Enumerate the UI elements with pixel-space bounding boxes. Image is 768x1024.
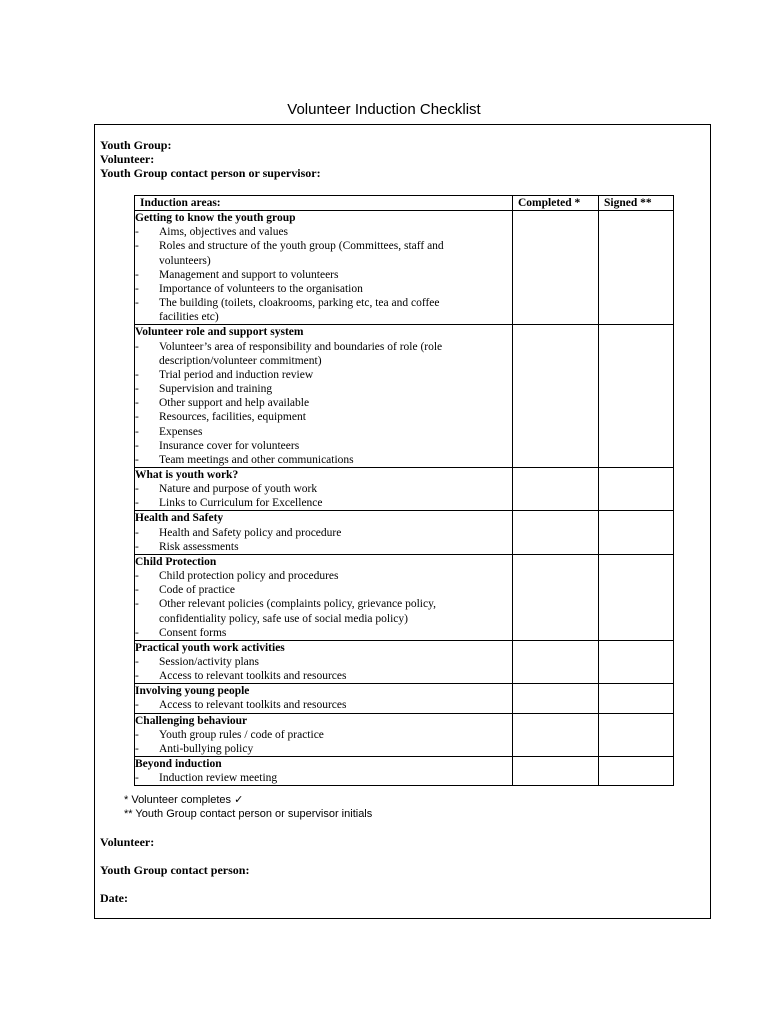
- list-item-text: Supervision and training: [159, 383, 273, 396]
- list-item-text: Child protection policy and procedures: [159, 570, 339, 583]
- checklist-body: [135, 211, 674, 786]
- signed-cell[interactable]: [599, 640, 674, 683]
- info-block: [100, 138, 321, 180]
- header-completed: Completed *: [513, 196, 599, 211]
- completed-cell[interactable]: [513, 325, 599, 468]
- footnote-signed: ** Youth Group contact person or supervisor initials: [124, 808, 373, 820]
- bullet-dash: -: [135, 526, 139, 539]
- list-item: [135, 282, 512, 296]
- list-item: [135, 439, 512, 453]
- list-item-text: Code of practice: [159, 584, 235, 597]
- induction-area-cell: [135, 640, 513, 683]
- bullet-dash: -: [135, 670, 139, 683]
- list-item-text: Risk assessments: [159, 540, 239, 553]
- table-row: [135, 713, 674, 756]
- list-item-text: description/volunteer commitment): [159, 354, 322, 367]
- list-item-text: volunteers): [159, 254, 211, 267]
- completed-cell[interactable]: [513, 467, 599, 510]
- completed-cell[interactable]: [513, 554, 599, 640]
- section-heading: Challenging behaviour: [135, 714, 248, 727]
- completed-cell[interactable]: [513, 511, 599, 554]
- bullet-dash: -: [135, 453, 139, 466]
- list-item-text: Insurance cover for volunteers: [159, 439, 300, 452]
- induction-area-cell: [135, 325, 513, 468]
- list-item: [135, 396, 512, 410]
- induction-area-cell: [135, 211, 513, 325]
- induction-area-cell: [135, 511, 513, 554]
- bullet-dash: -: [135, 368, 139, 381]
- induction-area-cell: [135, 757, 513, 786]
- bullet-dash: -: [135, 226, 139, 239]
- list-item: [135, 239, 512, 267]
- completed-cell[interactable]: [513, 211, 599, 325]
- list-item: [135, 626, 512, 640]
- table-row: [135, 467, 674, 510]
- list-item-text: confidentiality policy, safe use of social media policy): [159, 612, 408, 625]
- section-heading: Involving young people: [135, 685, 250, 698]
- table-row: [135, 511, 674, 554]
- bullet-dash: -: [135, 383, 139, 396]
- list-item: [135, 655, 512, 669]
- bullet-dash: -: [135, 742, 139, 755]
- bullet-dash: -: [135, 397, 139, 410]
- bullet-dash: -: [135, 282, 139, 295]
- bullet-dash: -: [135, 598, 139, 611]
- bullet-dash: -: [135, 540, 139, 553]
- header-induction-areas: Induction areas:: [135, 196, 513, 211]
- table-row: [135, 757, 674, 786]
- table-row: [135, 211, 674, 325]
- completed-cell[interactable]: [513, 684, 599, 713]
- signoff-contact-label: Youth Group contact person:: [100, 863, 250, 877]
- list-item-text: Health and Safety policy and procedure: [159, 526, 342, 539]
- list-item-text: The building (toilets, cloakrooms, parking etc, tea and coffee: [159, 297, 440, 310]
- completed-cell[interactable]: [513, 713, 599, 756]
- list-item-text: Session/activity plans: [159, 656, 259, 668]
- signed-cell[interactable]: [599, 713, 674, 756]
- table-row: [135, 640, 674, 683]
- bullet-dash: -: [135, 340, 139, 353]
- table-header-row: [135, 196, 674, 211]
- list-item: [135, 569, 512, 583]
- list-item: [135, 742, 512, 756]
- list-item: [135, 496, 512, 510]
- signoff-date-label: Date:: [100, 891, 128, 905]
- list-item-text: Nature and purpose of youth work: [159, 483, 318, 496]
- signed-cell[interactable]: [599, 467, 674, 510]
- signoff-volunteer-label: Volunteer:: [100, 835, 155, 849]
- signed-cell[interactable]: [599, 554, 674, 640]
- bullet-dash: -: [135, 497, 139, 510]
- list-item-text: Volunteer’s area of responsibility and boundaries of role (role: [159, 340, 443, 353]
- induction-area-cell: [135, 684, 513, 713]
- contact-label: Youth Group contact person or supervisor:: [100, 166, 321, 180]
- section-heading: Health and Safety: [135, 512, 224, 525]
- signed-cell[interactable]: [599, 684, 674, 713]
- list-item: [135, 425, 512, 439]
- induction-area-cell: [135, 713, 513, 756]
- list-item: [135, 728, 512, 742]
- table-row: [135, 554, 674, 640]
- list-item-text: Links to Curriculum for Excellence: [159, 497, 323, 510]
- bullet-dash: -: [135, 656, 139, 668]
- bullet-dash: -: [135, 772, 139, 785]
- bullet-dash: -: [135, 626, 139, 639]
- list-item: [135, 597, 512, 625]
- section-heading: Child Protection: [135, 555, 217, 568]
- list-item: [135, 296, 512, 324]
- bullet-dash: -: [135, 728, 139, 741]
- list-item-text: facilities etc): [159, 311, 219, 324]
- list-item: [135, 526, 512, 540]
- table-row: [135, 684, 674, 713]
- youth-group-label: Youth Group:: [100, 138, 172, 152]
- table-row: [135, 325, 674, 468]
- list-item-text: Resources, facilities, equipment: [159, 411, 306, 424]
- induction-checklist-table: [134, 195, 674, 786]
- list-item-text: Trial period and induction review: [159, 368, 314, 381]
- list-item-text: Consent forms: [159, 626, 227, 639]
- list-item: [135, 225, 512, 239]
- bullet-dash: -: [135, 425, 139, 438]
- completed-cell[interactable]: [513, 640, 599, 683]
- bullet-dash: -: [135, 411, 139, 424]
- section-heading: Volunteer role and support system: [135, 326, 304, 339]
- document-title: Volunteer Induction Checklist: [287, 101, 481, 118]
- list-item-text: Other relevant policies (complaints policy, grievance policy,: [159, 598, 436, 611]
- signed-cell[interactable]: [599, 757, 674, 786]
- bullet-dash: -: [135, 268, 139, 281]
- bullet-dash: -: [135, 584, 139, 597]
- list-item: [135, 453, 512, 467]
- list-item: [135, 382, 512, 396]
- list-item-text: Access to relevant toolkits and resources: [159, 670, 347, 683]
- list-item: [135, 410, 512, 424]
- list-item-text: Induction review meeting: [159, 772, 278, 785]
- list-item-text: Team meetings and other communications: [159, 453, 354, 466]
- bullet-dash: -: [135, 297, 139, 310]
- list-item: [135, 268, 512, 282]
- list-item-text: Anti-bullying policy: [159, 742, 254, 755]
- bullet-dash: -: [135, 699, 139, 712]
- completed-cell[interactable]: [513, 757, 599, 786]
- footnote-completed: * Volunteer completes ✓: [124, 794, 244, 806]
- list-item: [135, 771, 512, 785]
- list-item-text: Importance of volunteers to the organisation: [159, 282, 363, 295]
- list-item: [135, 540, 512, 554]
- list-item-text: Roles and structure of the youth group (Committees, staff and: [159, 240, 444, 253]
- list-item-text: Youth group rules / code of practice: [159, 728, 324, 741]
- section-heading: What is youth work?: [135, 468, 239, 481]
- list-item-text: Expenses: [159, 425, 203, 438]
- list-item-text: Aims, objectives and values: [159, 226, 289, 239]
- signed-cell[interactable]: [599, 211, 674, 325]
- signed-cell[interactable]: [599, 511, 674, 554]
- list-item-text: Access to relevant toolkits and resources: [159, 699, 347, 712]
- induction-area-cell: [135, 554, 513, 640]
- list-item-text: Management and support to volunteers: [159, 268, 339, 281]
- section-heading: Getting to know the youth group: [135, 212, 296, 225]
- bullet-dash: -: [135, 439, 139, 452]
- list-item: [135, 669, 512, 683]
- list-item: [135, 583, 512, 597]
- footnotes: [124, 793, 372, 821]
- section-heading: Beyond induction: [135, 758, 222, 771]
- bullet-dash: -: [135, 483, 139, 496]
- list-item: [135, 482, 512, 496]
- list-item-text: Other support and help available: [159, 397, 310, 410]
- section-heading: Practical youth work activities: [135, 641, 285, 654]
- list-item: [135, 340, 512, 368]
- signed-cell[interactable]: [599, 325, 674, 468]
- list-item: [135, 698, 512, 712]
- header-signed: Signed **: [599, 196, 674, 211]
- bullet-dash: -: [135, 240, 139, 253]
- induction-area-cell: [135, 467, 513, 510]
- list-item: [135, 368, 512, 382]
- bullet-dash: -: [135, 570, 139, 583]
- volunteer-label: Volunteer:: [100, 152, 155, 166]
